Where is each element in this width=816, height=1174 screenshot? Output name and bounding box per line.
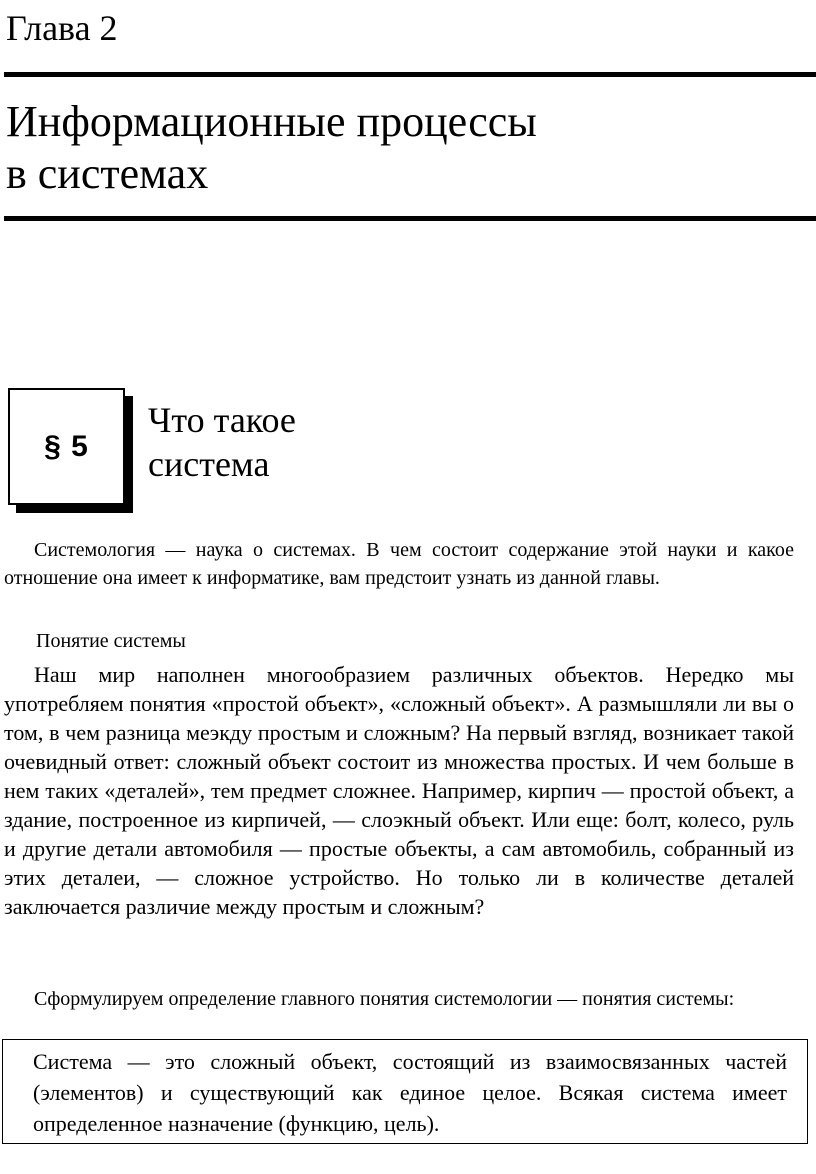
definition-text: Система — это сложный объект, состоящий из взаимосвязанных частей (элементов) и существующий как единое целое. Всякая система имеет определенное назначение (функцию, цель).: [33, 1049, 787, 1136]
subheading: Понятие системы: [36, 630, 186, 652]
chapter-label: Глава 2: [6, 8, 118, 48]
section-number: § 5: [44, 429, 89, 463]
chapter-divider-bottom: [4, 216, 816, 221]
section-title-line-2: система: [148, 444, 270, 484]
body-paragraph: Наш мир наполнен многообразием различных объектов. Нередко мы употребляем понятия «простой объект», «сложный объект». А размышляли ли вы о том, в чем разница меэкду простым и сложным? На первый взгляд, возникает такой очевидный ответ: сложный объект состоит из множества простых. И чем больше в нем таких «деталей», тем предмет сложнее. Например, кирпич — простой объект, а здание, построенное из кирпичей, — слоэкный объект. Или еще: болт, колесо, руль и другие детали автомобиля — простые объекты, а сам автомобиль, собранный из этих деталеи, — сложное устройство. Но только ли в количестве деталей заключается различие между простым и сложным?: [4, 662, 794, 919]
definition-box: [2, 1039, 808, 1144]
intro-paragraph: Системология — наука о системах. В чем состоит содержание этой науки и какое отношение она имеет к информатике, вам предстоит узнать из данной главы.: [4, 539, 794, 589]
section-number-box: [8, 388, 125, 505]
chapter-title-line-2: в системах: [6, 149, 209, 198]
section-title: [148, 398, 296, 486]
chapter-divider-top: [4, 72, 816, 77]
body-paragraph: Сформулируем определение главного понятия системологии — понятия системы:: [34, 988, 735, 1010]
section-title-line-1: Что такое: [148, 400, 296, 440]
chapter-title: [6, 96, 806, 200]
chapter-title-line-1: Информационные процессы: [6, 97, 537, 146]
